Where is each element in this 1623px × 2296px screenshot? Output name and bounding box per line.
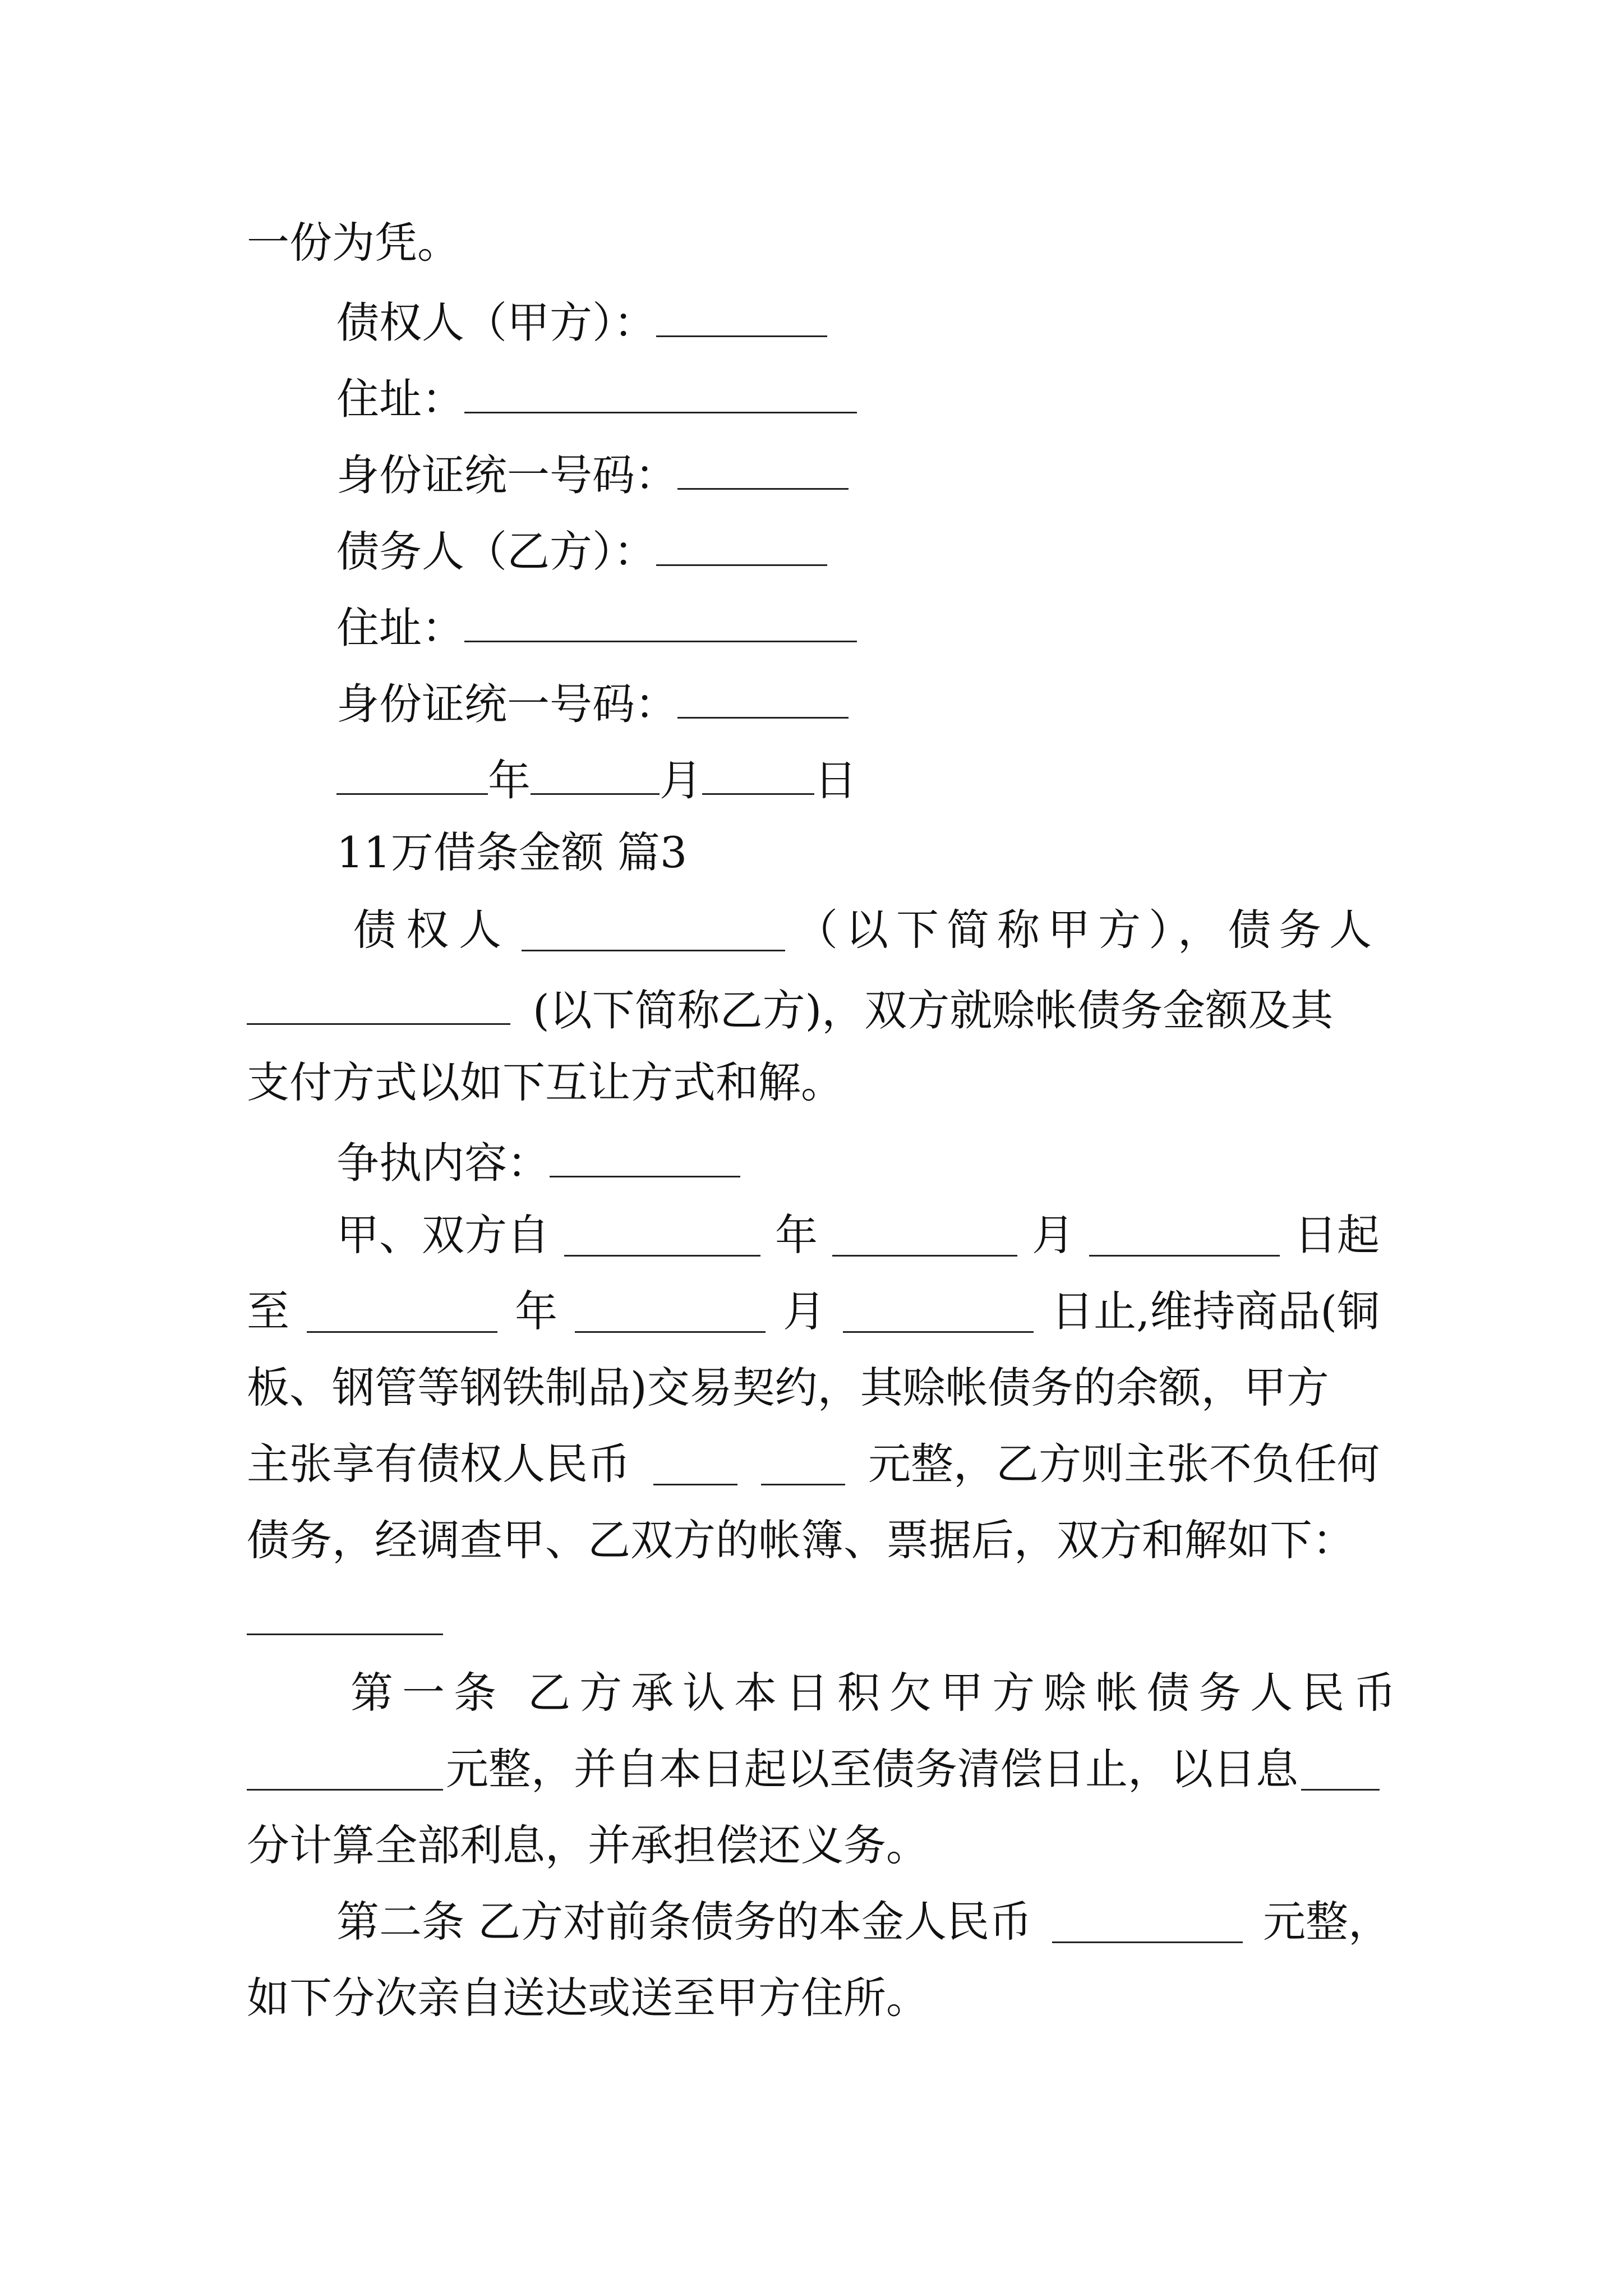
interest-blank <box>1301 1751 1380 1791</box>
para2-line3 <box>247 1363 1380 1412</box>
date-line <box>336 755 857 806</box>
day-blank <box>843 1293 1034 1333</box>
creditor-blank <box>656 297 827 337</box>
address-blank <box>464 374 857 413</box>
amount-blank-b <box>761 1446 845 1485</box>
id-blank <box>677 679 849 719</box>
text: 月 <box>1032 1210 1075 1260</box>
dispute-label: 争执内容： <box>336 1138 550 1188</box>
year-blank <box>336 755 488 795</box>
section-heading <box>336 827 688 877</box>
heading-text: 11万借条金额 篇3 <box>336 827 688 877</box>
text: 日起 <box>1294 1210 1380 1260</box>
text: 元整，乙方则主张不负任何 <box>868 1439 1380 1489</box>
standalone-blank <box>247 1595 443 1642</box>
dispute-line <box>336 1138 740 1188</box>
article1-line1 <box>351 1668 1405 1718</box>
para2-line5 <box>247 1515 1413 1565</box>
address-line-2 <box>336 602 857 653</box>
text: 月 <box>783 1286 826 1336</box>
creditor-label: 债权人（甲方）： <box>336 297 656 348</box>
text: 年 <box>515 1286 558 1336</box>
para1-line3 <box>247 1057 843 1107</box>
id-label: 身份证统一号码： <box>336 450 677 500</box>
address-blank <box>464 602 857 642</box>
amount-blank-a <box>653 1446 737 1485</box>
debtor-line <box>336 526 827 577</box>
text: 债权人 <box>353 905 511 955</box>
debtor-name-blank <box>247 985 510 1025</box>
id-line-2 <box>336 679 849 729</box>
creditor-line <box>336 297 827 348</box>
text: 板、钢管等钢铁制品)交易契约，其赊帐债务的余额，甲方 <box>247 1363 1329 1412</box>
day-label: 日 <box>814 755 857 806</box>
para2-line2 <box>247 1286 1380 1336</box>
text: 一份为凭。 <box>247 218 460 268</box>
text: 至 <box>247 1286 289 1336</box>
article2-line1 <box>336 1897 1391 1947</box>
year-blank <box>564 1217 760 1257</box>
debtor-label: 债务人（乙方）： <box>336 526 656 577</box>
text: 第二条 乙方对前条债务的本金人民币 <box>336 1897 1032 1947</box>
text: 如下分次亲自送达或送至甲方住所。 <box>247 1973 929 2023</box>
month-blank <box>832 1217 1017 1257</box>
principal-blank <box>1052 1903 1243 1943</box>
text: 主张享有债权人民币 <box>247 1439 630 1489</box>
dispute-blank <box>550 1138 740 1177</box>
month-blank <box>575 1293 766 1333</box>
article1-line3 <box>247 1820 929 1870</box>
address-line-1 <box>336 374 857 424</box>
text: 年 <box>775 1210 818 1260</box>
creditor-name-blank <box>522 912 785 951</box>
para1-line1 <box>353 905 1380 955</box>
day-blank <box>702 755 814 795</box>
article1-line2 <box>247 1744 1380 1794</box>
text: 分计算全部利息，并承担偿还义务。 <box>247 1820 929 1870</box>
text: (以下简称乙方)，双方就赊帐债务金额及其 <box>533 985 1334 1036</box>
address-label: 住址： <box>336 374 464 424</box>
id-blank <box>677 450 849 490</box>
address-label: 住址： <box>336 602 464 653</box>
month-blank <box>531 755 660 795</box>
line-closing <box>247 218 460 268</box>
text: 第一条 乙方承认本日积欠甲方赊帐债务人民币 <box>351 1668 1405 1718</box>
para1-line2 <box>247 985 1334 1036</box>
text: 元整， <box>1262 1897 1391 1947</box>
year-blank <box>307 1293 497 1333</box>
year-label: 年 <box>488 755 531 806</box>
para2-line1 <box>336 1210 1380 1260</box>
text: （以下简称甲方），债务人 <box>795 905 1380 955</box>
text: 支付方式以如下互让方式和解。 <box>247 1057 843 1107</box>
text: 元整，并自本日起以至债务清偿日止，以日息 <box>446 1744 1298 1794</box>
text: 日止,维持商品(铜 <box>1051 1286 1380 1336</box>
id-line-1 <box>336 450 849 500</box>
para2-line4 <box>247 1439 1380 1489</box>
amount-blank <box>247 1751 443 1791</box>
blank-line <box>247 1595 443 1635</box>
id-label: 身份证统一号码： <box>336 679 677 729</box>
text: 债务，经调查甲、乙双方的帐簿、票据后，双方和解如下： <box>247 1515 1355 1565</box>
month-label: 月 <box>660 755 702 806</box>
text: 甲、双方自 <box>336 1210 550 1260</box>
day-blank <box>1089 1217 1280 1257</box>
debtor-blank <box>656 526 827 566</box>
article2-line2 <box>247 1973 929 2023</box>
